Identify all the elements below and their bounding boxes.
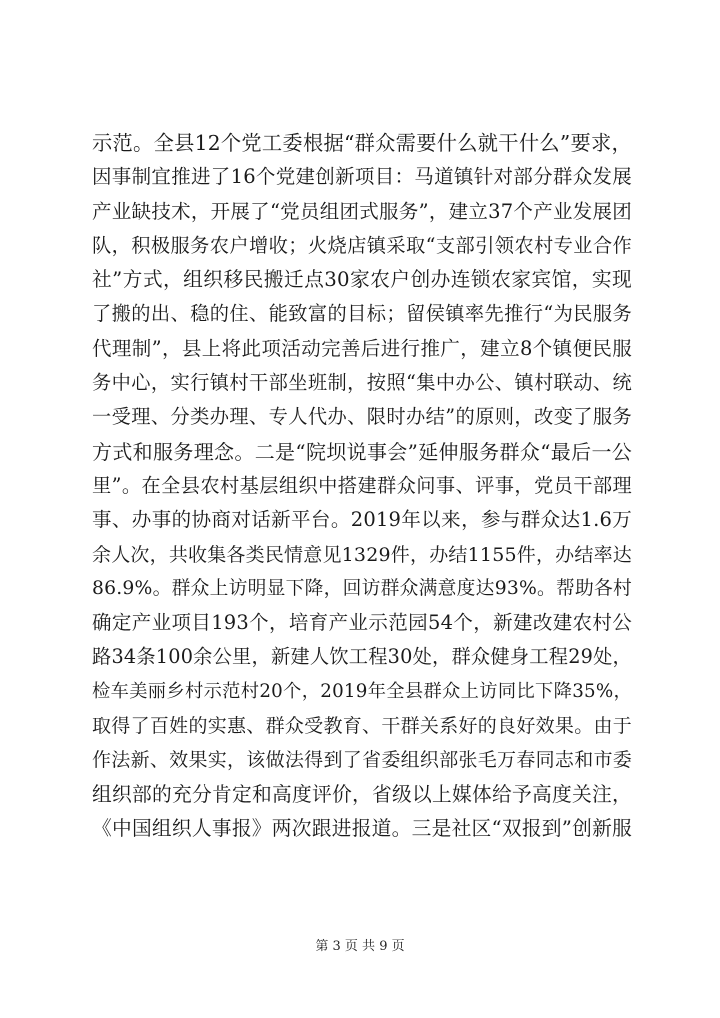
text-line: 86.9%。群众上访明显下降，回访群众满意度达93%。帮助各村 [92, 577, 632, 599]
text-line: 《中国组织人事报》两次跟进报道。三是社区“双报到”创新服 [92, 816, 632, 840]
text-line: 一受理、分类办理、专人代办、限时办结”的原则，改变了服务 [92, 405, 632, 429]
text-line: 代理制”，县上将此项活动完善后进行推广，建立8个镇便民服 [92, 336, 632, 360]
page-footer [0, 938, 720, 956]
text-line: 检车美丽乡村示范村20个，2019年全县群众上访同比下降35%， [92, 680, 632, 702]
text-line: 方式和服务理念。二是“院坝说事会”延伸服务群众“最后一公 [92, 439, 632, 464]
text-line: 事、办事的协商对话新平台。2019年以来，参与群众达1.6万 [92, 508, 632, 532]
page-number: 第 3 页 共 9 页 [315, 939, 405, 954]
text-line: 社”方式，组织移民搬迁点30家农户创办连锁农家宾馆，实现 [92, 268, 632, 292]
text-line: 作法新、效果实，该做法得到了省委组织部张毛万春同志和市委 [92, 749, 632, 772]
text-line: 队，积极服务农户增收；火烧店镇采取“支部引领农村专业合作 [92, 233, 632, 257]
body-text [92, 126, 632, 846]
text-line: 示范。全县12个党工委根据“群众需要什么就干什么”要求， [92, 131, 632, 155]
text-line: 确定产业项目193个，培育产业示范园54个，新建改建农村公 [92, 611, 632, 635]
text-line: 取得了百姓的实惠、群众受教育、干群关系好的良好效果。由于 [92, 715, 632, 738]
text-line: 路34条100余公里，新建人饮工程30处，群众健身工程29处， [92, 645, 632, 669]
text-line: 余人次，共收集各类民情意见1329件，办结1155件，办结率达 [92, 543, 632, 566]
text-line: 务中心，实行镇村干部坐班制，按照“集中办公、镇村联动、统 [92, 371, 632, 395]
text-line: 产业缺技术，开展了“党员组团式服务”，建立37个产业发展团 [92, 199, 632, 223]
text-line: 里”。在全县农村基层组织中搭建群众问事、评事，党员干部理 [92, 473, 632, 497]
text-line: 组织部的充分肯定和高度评价，省级以上媒体给予高度关注， [92, 782, 632, 806]
text-line: 因事制宜推进了16个党建创新项目：马道镇针对部分群众发展 [92, 165, 632, 189]
text-line: 了搬的出、稳的住、能致富的目标；留侯镇率先推行“为民服务 [92, 302, 632, 326]
